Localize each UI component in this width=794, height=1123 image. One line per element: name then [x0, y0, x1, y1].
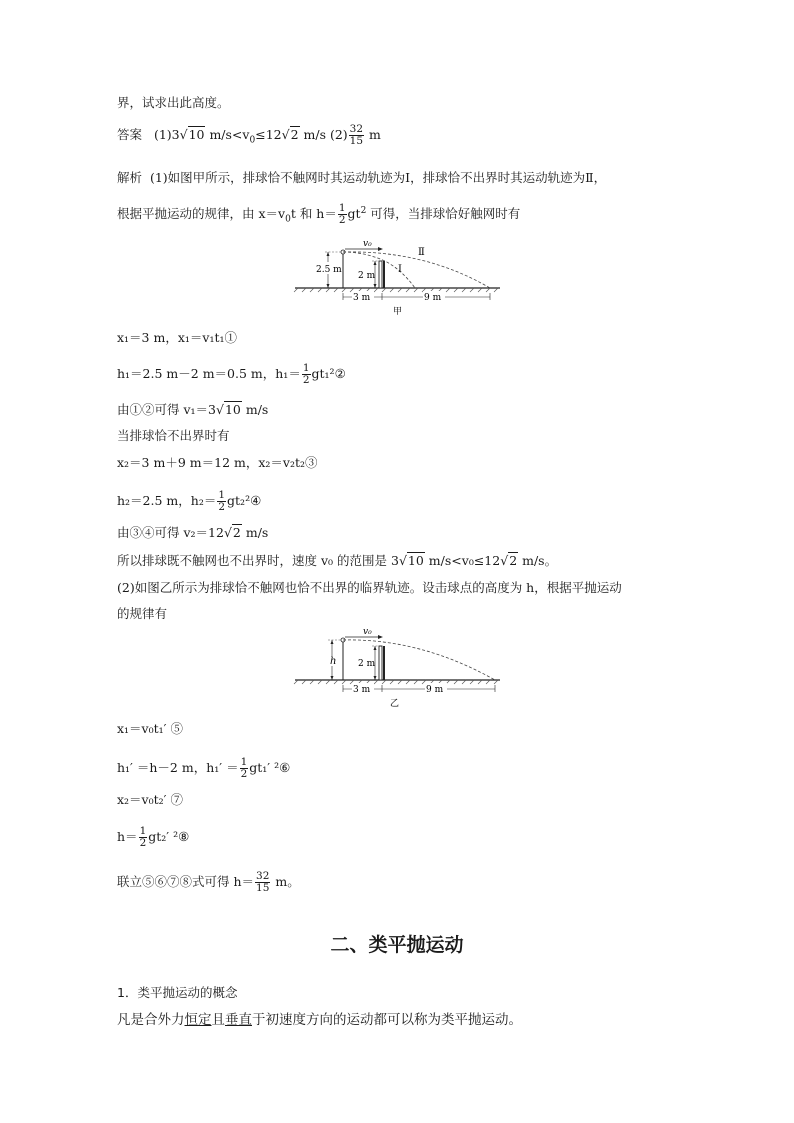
answer-label: 答案	[117, 127, 143, 142]
distance-label: 3 m	[353, 685, 371, 695]
sqrt-symbol: √	[500, 553, 509, 568]
figure-yi	[290, 626, 505, 710]
sqrt-symbol: √	[223, 525, 232, 540]
fraction: $\frac{32}{15}$	[349, 123, 364, 147]
analysis-label: 解析	[117, 170, 143, 185]
net-height-label: 2 m	[358, 659, 376, 669]
height-label: h	[330, 656, 337, 667]
answer-line: 答案 (1)3√10 $m/s<v_0\le 12√2$ m/s (2) $\frac{32}{15}$ m	[117, 123, 381, 147]
text-line: 根据平抛运动的规律，由 $x=v_0t$ 和 h＝ $\frac{1}{2}$ $gt^2$ 可得，当排球恰好触网时有	[117, 202, 521, 227]
trajectory-1-label: Ⅰ	[398, 264, 402, 275]
section-title: 二、类平抛运动	[330, 934, 464, 956]
velocity-label: v₀	[363, 239, 372, 249]
figure-caption: 乙	[390, 699, 400, 709]
figure-jia	[290, 238, 505, 318]
sqrt-symbol: √	[179, 127, 188, 142]
fraction: $\frac{1}{2}$	[302, 362, 310, 386]
trajectory-2-label: Ⅱ	[418, 247, 425, 258]
underlined-term: 恒定	[184, 1012, 212, 1028]
subsection-heading: 1．类平抛运动的概念	[117, 985, 238, 1000]
fraction: $\frac{1}{2}$	[240, 756, 248, 780]
sqrt-symbol: √	[398, 553, 407, 568]
text-line: 的规律有	[117, 606, 168, 621]
equation-line: h＝ $\frac{1}{2}$ gt₂′ ²⑧	[117, 825, 190, 849]
fraction: $\frac{1}{2}$	[338, 202, 346, 227]
equation-line: h₁′ ＝h－2 m，h₁′ ＝ $\frac{1}{2}$ gt₁′ ²⑥	[117, 756, 291, 780]
text-line: (2)如图乙所示为排球恰不触网也恰不出界的临界轨迹。设击球点的高度为 h，根据平抛运动	[117, 580, 622, 595]
distance-label: 9 m	[426, 685, 444, 695]
distance-label: 9 m	[424, 293, 442, 303]
text-line: 所以排球既不触网也不出界时，速度 v₀ 的范围是 3√10 m/s<v₀≤12√2 m/s。	[117, 553, 558, 568]
equation-line: h₂＝2.5 m，h₂＝ $\frac{1}{2}$ gt₂²④	[117, 489, 262, 513]
fraction: $\frac{32}{15}$	[256, 870, 270, 894]
height-label: 2.5 m	[316, 265, 342, 275]
text-line: 界，试求出此高度。	[117, 95, 230, 110]
equation-line: x₁＝v₀t₁′ ⑤	[117, 721, 183, 736]
figure-caption: 甲	[393, 307, 403, 317]
equation-line: x₂＝v₀t₂′ ⑦	[117, 792, 183, 807]
distance-label: 3 m	[353, 293, 371, 303]
fraction: $\frac{1}{2}$	[139, 825, 147, 849]
conclusion-line: 联立⑤⑥⑦⑧式可得 h＝ $\frac{32}{15}$ m。	[117, 870, 300, 894]
sqrt-symbol: √	[216, 402, 224, 417]
velocity-label: v₀	[363, 627, 372, 637]
text-line: 当排球恰不出界时有	[117, 428, 230, 443]
equation-line: h₁＝2.5 m－2 m＝0.5 m，h₁＝ $\frac{1}{2}$ gt₁²②	[117, 362, 346, 386]
fraction: $\frac{1}{2}$	[218, 489, 226, 513]
equation-line: x₂＝3 m＋9 m＝12 m，x₂＝v₂t₂③	[117, 455, 318, 470]
equation-line: 由①②可得 v₁＝3√10 m/s	[117, 402, 269, 417]
analysis-line: 解析 (1)如图甲所示，排球恰不触网时其运动轨迹为Ⅰ，排球恰不出界时其运动轨迹为Ⅱ，	[117, 170, 607, 185]
equation-line: 由③④可得 v₂＝12√2 m/s	[117, 525, 269, 540]
net-height-label: 2 m	[358, 271, 376, 281]
sqrt-symbol: √	[281, 127, 290, 142]
underlined-term: 垂直	[225, 1012, 252, 1028]
definition-line: 凡是合外力恒定且垂直于初速度方向的运动都可以称为类平抛运动。	[117, 1012, 522, 1028]
equation-line: x₁＝3 m，x₁＝v₁t₁①	[117, 330, 238, 345]
